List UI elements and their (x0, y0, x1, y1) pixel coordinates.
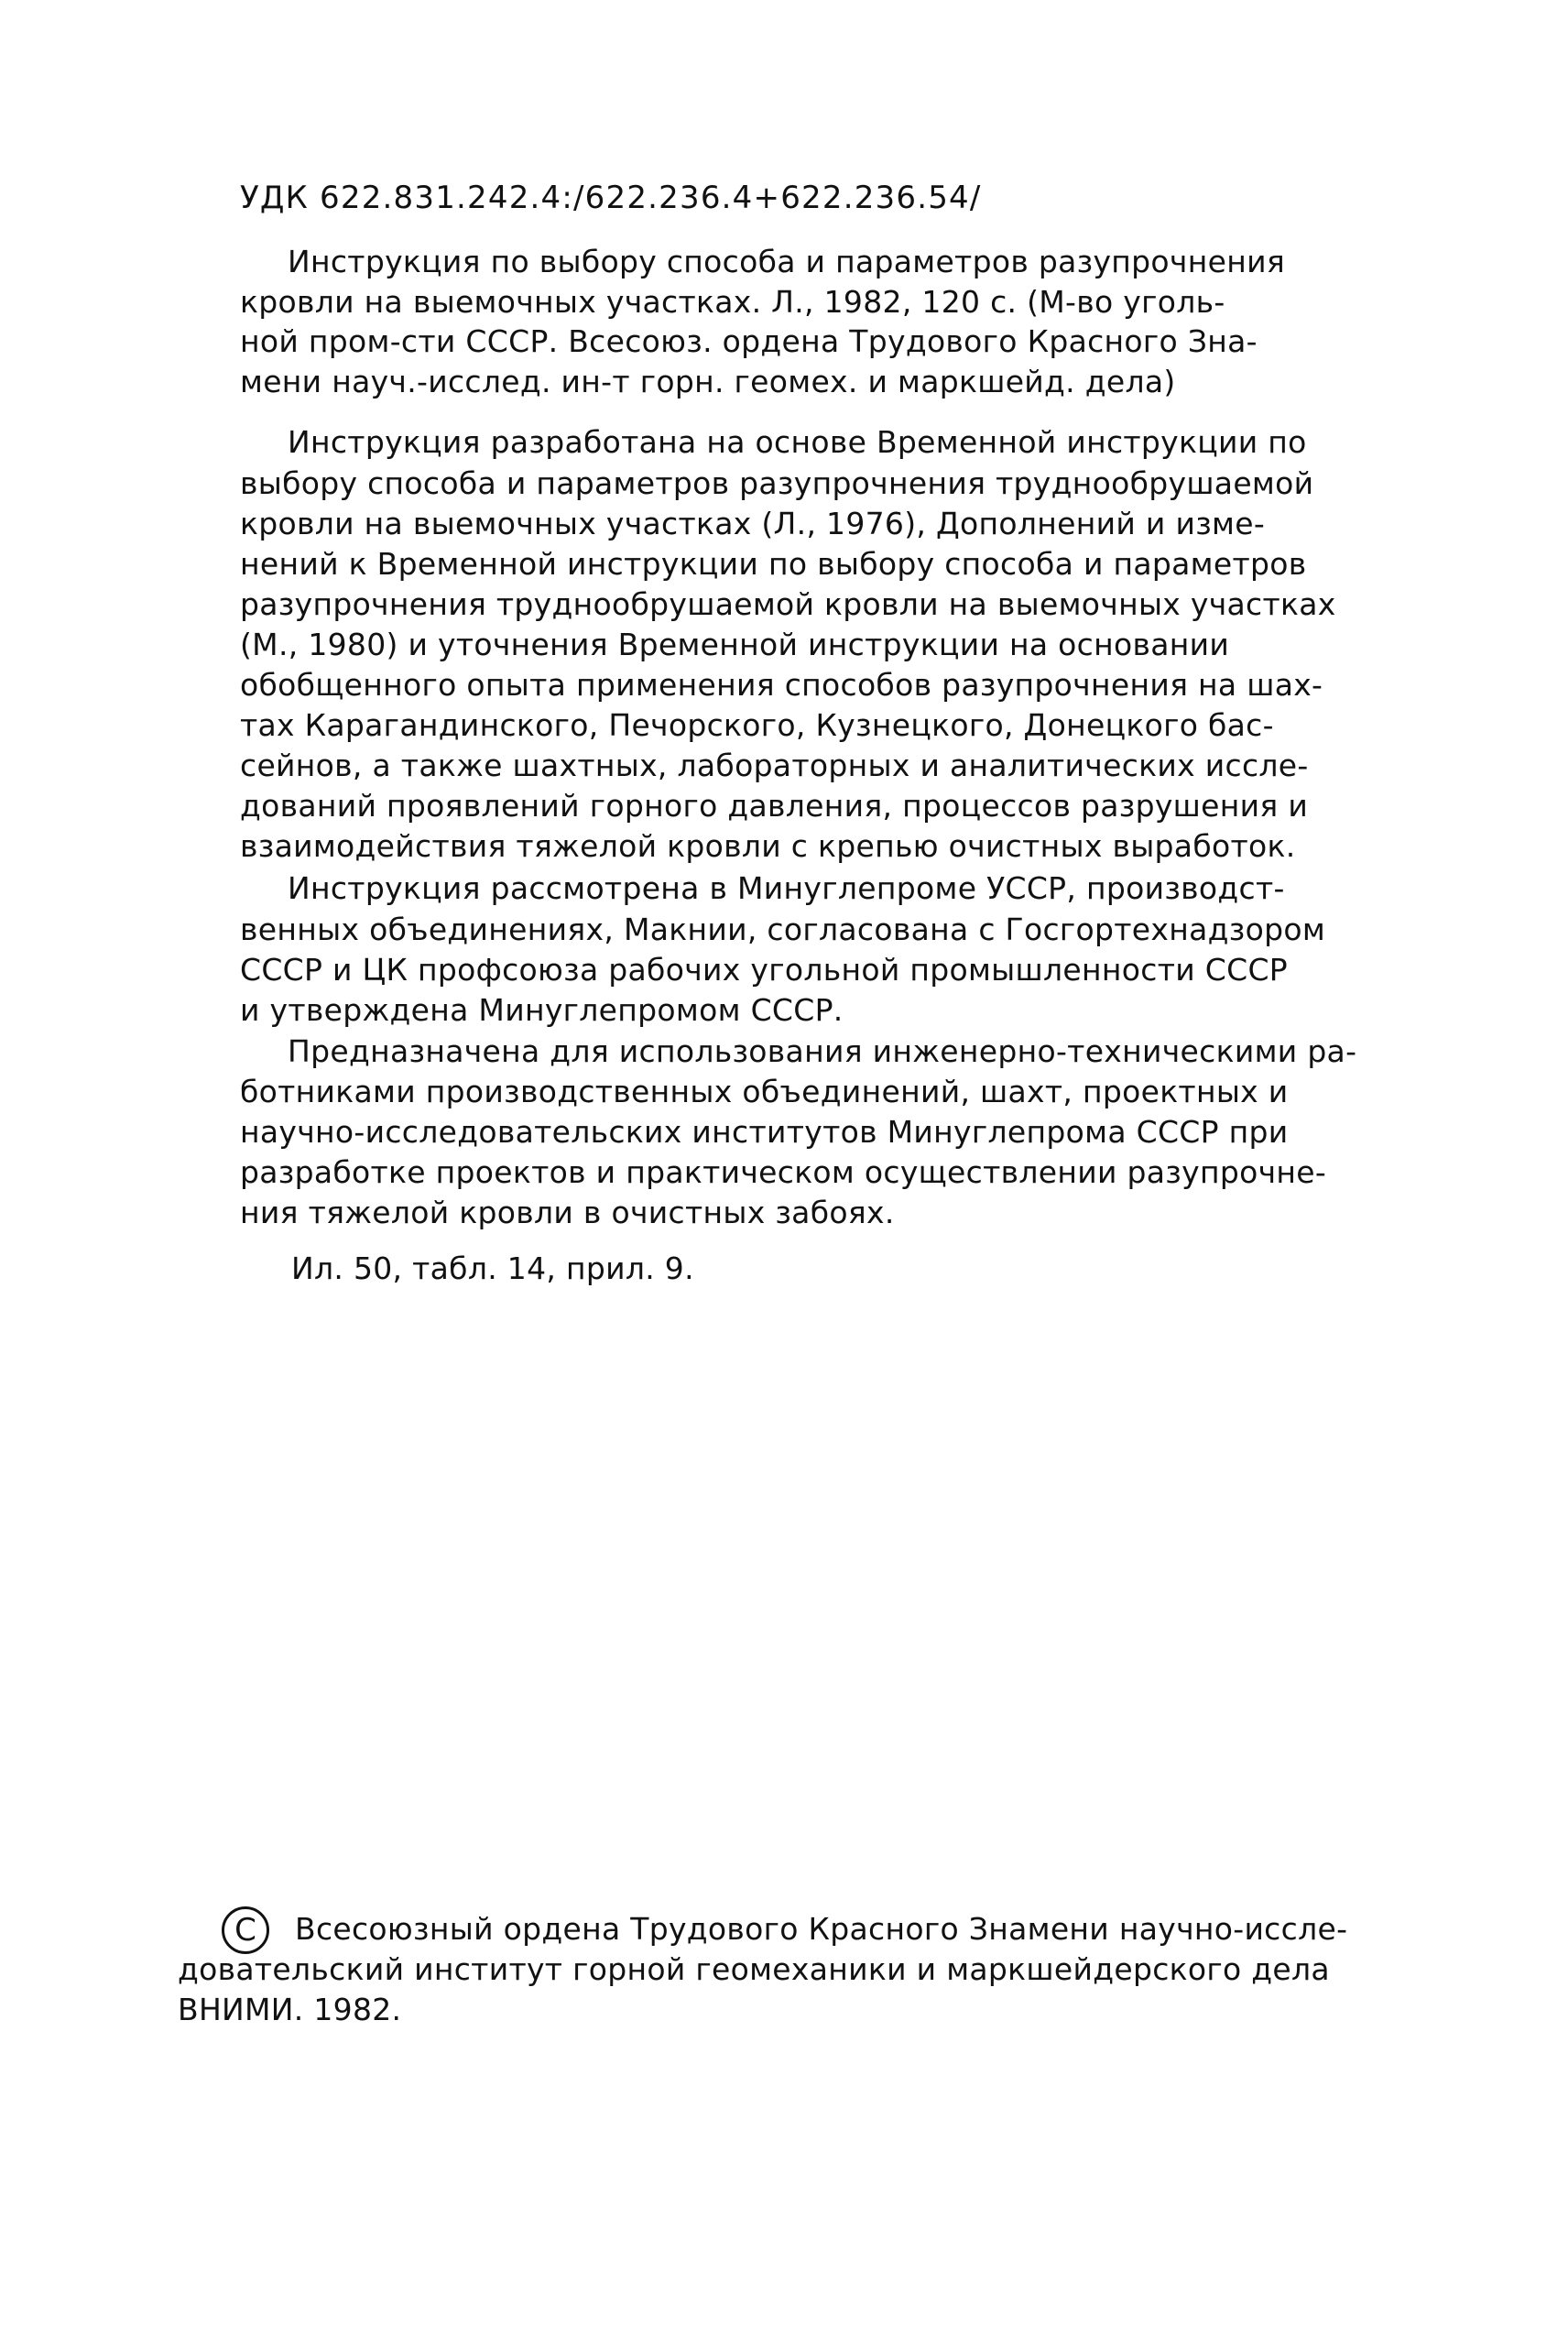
abstract-line: венных объединениях, Макнии, согласована с Госгортехнадзором (240, 912, 1326, 947)
abstract-line: (М., 1980) и уточнения Временной инструкции на основании (240, 627, 1230, 662)
copyright-line: довательский институт горной геомеханики и маркшейдерского дела (178, 1951, 1330, 1987)
abstract-line: Инструкция рассмотрена в Минуглепроме УССР, производст- (288, 870, 1285, 906)
abstract-line: взаимодействия тяжелой кровли с крепью очистных выработок. (240, 828, 1296, 864)
abstract-line: разупрочнения труднообрушаемой кровли на выемочных участках (240, 586, 1336, 622)
abstract-line: выбору способа и параметров разупрочнения труднообрушаемой (240, 465, 1314, 501)
abstract-line: тах Карагандинского, Печорского, Кузнецкого, Донецкого бас- (240, 707, 1274, 743)
bibliography-line: ной пром-сти СССР. Всесоюз. ордена Трудового Красного Зна- (240, 323, 1258, 359)
abstract-line: нений к Временной инструкции по выбору способа и параметров (240, 546, 1307, 582)
bibliography-line: Инструкция по выбору способа и параметров разупрочнения (288, 244, 1285, 279)
abstract-line: СССР и ЦК профсоюза рабочих угольной промышленности СССР (240, 952, 1288, 988)
abstract-line: разработке проектов и практическом осуществлении разупрочне- (240, 1154, 1327, 1190)
abstract-line: Инструкция разработана на основе Временной инструкции по (288, 424, 1307, 460)
abstract-line: Предназначена для использования инженерно-техническими ра- (288, 1033, 1357, 1069)
abstract-line: дований проявлений горного давления, процессов разрушения и (240, 788, 1309, 824)
abstract-line: ния тяжелой кровли в очистных забоях. (240, 1195, 895, 1230)
bibliography-line: кровли на выемочных участках. Л., 1982, 120 с. (М-во уголь- (240, 284, 1225, 320)
abstract-line: обобщенного опыта применения способов разупрочнения на шах- (240, 667, 1323, 703)
abstract-line: и утверждена Минуглепромом СССР. (240, 992, 844, 1028)
abstract-line: научно-исследовательских институтов Минуглепрома СССР при (240, 1114, 1289, 1150)
copyright-line: Всесоюзный ордена Трудового Красного Знамени научно-иссле- (295, 1911, 1348, 1947)
abstract-line: кровли на выемочных участках (Л., 1976), Дополнений и изме- (240, 506, 1266, 541)
abstract-line: ботниками производственных объединений, шахт, проектных и (240, 1074, 1289, 1109)
illustrations-summary: Ил. 50, табл. 14, прил. 9. (291, 1250, 694, 1286)
udk-code: УДК 622.831.242.4:/622.236.4+622.236.54/ (240, 180, 982, 216)
abstract-line: сейнов, а также шахтных, лабораторных и аналитических иссле- (240, 748, 1309, 783)
bibliography-line: мени науч.-исслед. ин-т горн. геомех. и маркшейд. дела) (240, 364, 1176, 399)
copyright-line: ВНИМИ. 1982. (178, 1992, 402, 2027)
copyright-icon: C (222, 1906, 269, 1954)
